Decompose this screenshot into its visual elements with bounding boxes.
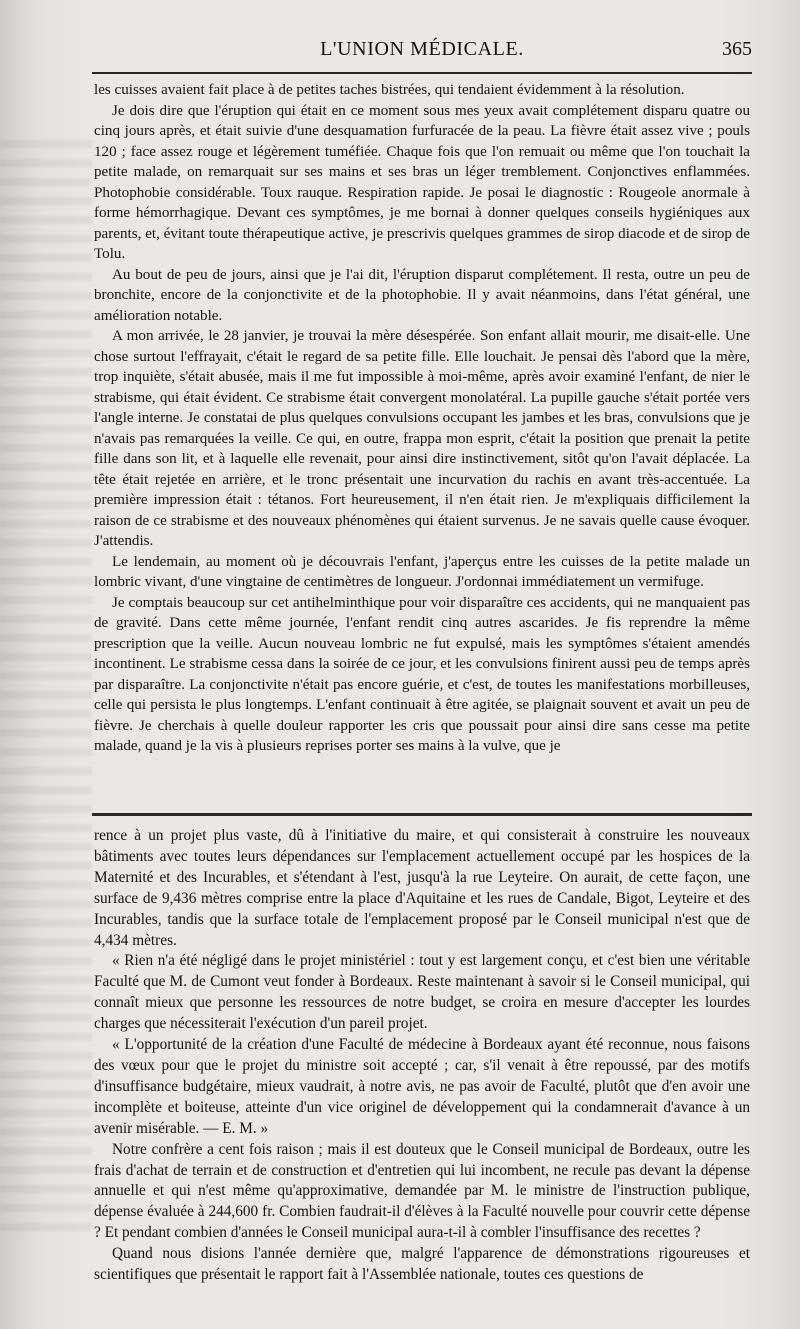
show-through-margin xyxy=(0,140,92,1240)
paragraph: Au bout de peu de jours, ainsi que je l'ai dit, l'éruption disparut complétement. Il resta, outre un peu de bronchite, encore de la conjonctivite et de la photophobie. Il y avait néanmoins, dans l'état général, une amélioration notable. xyxy=(94,266,750,324)
header-rule xyxy=(92,72,752,74)
paragraph: Je comptais beaucoup sur cet antihelminthique pour voir disparaître ces accidents, qui ne manquaient pas de gravité. Dans cette même journée, l'enfant rendit cinq autres ascarides. Je fis reprendre la même prescription que la veille. Aucun nouveau lombric ne fut expulsé, mais les symptômes s'étaient amendés incontinent. Le strabisme cessa dans la soirée de ce jour, et les convulsions finirent aussi peu de temps après par disparaître. La conjonctivite n'était pas encore guérie, et c'est, de toutes les manifestations morbilleuses, celle qui persista le plus longtemps. L'enfant continuait à être agitée, se plaignait souvent et avait un peu de fièvre. Je cherchais à quelle douleur rapporter les cris que poussait pour ainsi dire sans cesse ma petite malade, quand je la vis à plusieurs reprises porter ses mains à la vulve, que je xyxy=(94,594,750,754)
running-head xyxy=(92,38,752,68)
paragraph: Quand nous disions l'année dernière que, malgré l'apparence de démonstrations rigoureuses et scientifiques que présentait le rapport fait à l'Assemblée nationale, toutes ces questions de xyxy=(94,1245,750,1284)
page-number: 365 xyxy=(722,38,752,60)
paragraph: Notre confrère a cent fois raison ; mais il est douteux que le Conseil municipal de Bordeaux, outre les frais d'achat de terrain et de construction et d'entretien qui lui incombent, ne recule pas devant la dépense annuelle et qui n'est même qu'approximative, demandée par M. le ministre de l'instruction publique, dépense évaluée à 244,600 fr. Combien faudrait-il d'élèves à la Faculté nouvelle pour couvrir cette dépense ? Et pendant combien d'années le Conseil municipal aura-t-il à combler l'insuffisance des recettes ? xyxy=(94,1140,750,1242)
clinical-article xyxy=(94,80,750,757)
paragraph: « Rien n'a été négligé dans le projet ministériel : tout y est largement conçu, et c'est bien une véritable Faculté que M. de Cumont veut fonder à Bordeaux. Reste maintenant à savoir si le Conseil municipal, qui connaît mieux que personne les ressources de notre budget, se croira en mesure d'accepter les lourdes charges que nécessiterait l'exécution d'un pareil projet. xyxy=(94,952,750,1033)
paragraph: les cuisses avaient fait place à de petites taches bistrées, qui tendaient évidemment à la résolution. xyxy=(94,82,685,98)
paragraph: rence à un projet plus vaste, dû à l'initiative du maire, et qui consisterait à construire les nouveaux bâtiments avec toutes leurs dépendances sur l'emplacement actuellement occupé par les hospices de la Maternité et des Incurables, et s'étendant à l'est, jusqu'à la rue Leyteire. On aurait, de cette façon, une surface de 9,436 mètres comprise entre la place d'Aquitaine et les rues de Candale, Bigot, Leyteire et des Incurables, tandis que la surface totale de l'emplacement proposé par le Conseil municipal n'est que de 4,434 mètres. xyxy=(94,827,750,949)
feuilleton-divider xyxy=(92,813,752,816)
paragraph: « L'opportunité de la création d'une Faculté de médecine à Bordeaux ayant été reconnue, nous faisons des vœux pour que le projet du ministre soit accepté ; car, s'il venait à être repoussé, par des motifs d'insuffisance budgétaire, mieux vaudrait, à notre avis, ne pas avoir de Faculté, plutôt que d'en avoir une incomplète et boiteuse, atteinte d'un vice originel de développement qui la condamnerait d'avance à un avenir misérable. — E. M. » xyxy=(94,1036,750,1137)
feuilleton-section xyxy=(94,826,750,1286)
paragraph: Le lendemain, au moment où je découvrais l'enfant, j'aperçus entre les cuisses de la petite malade un lombric vivant, d'une vingtaine de centimètres de longueur. J'ordonnai immédiatement un vermifuge. xyxy=(94,553,750,590)
paragraph: A mon arrivée, le 28 janvier, je trouvai la mère désespérée. Son enfant allait mourir, me disait-elle. Une chose surtout l'effrayait, c'était le regard de sa petite fille. Elle louchait. Je pensai dès l'abord que la mère, trop inquiète, s'était abusée, mais il me fut impossible à moi-même, après avoir examiné l'enfant, de nier le strabisme, qui était évident. Ce strabisme était convergent monolatéral. La pupille gauche s'était portée vers l'angle interne. Je constatai de plus quelques convulsions occupant les jambes et les bras, convulsions que je n'avais pas remarquées la veille. Ce qui, en outre, frappa mon esprit, c'était la position que prenait la petite fille dans son lit, et à laquelle elle revenait, pour ainsi dire instinctivement, sitôt qu'on l'avait déplacée. La tête était rejetée en arrière, et le tronc présentait une incurvation du rachis en avant très-accentuée. La première impression était : tétanos. Fort heureusement, il n'en était rien. Je m'expliquais difficilement la raison de ce strabisme et des nouveaux phénomènes qui étaient survenus. Je ne savais quelle cause évoquer. J'attendis. xyxy=(94,328,750,549)
journal-title: L'UNION MÉDICALE. xyxy=(320,38,524,60)
paragraph: Je dois dire que l'éruption qui était en ce moment sous mes yeux avait complétement disparu quatre ou cinq jours après, et était suivie d'une desquamation furfuracée de la peau. La fièvre était assez vive ; pouls 120 ; face assez rouge et légèrement tuméfiée. Chaque fois que l'on remuait ou même que l'on touchait la petite malade, on remarquait sur ses mains et ses bras un léger tremblement. Conjonctives enflammées. Photophobie considérable. Toux rauque. Respiration rapide. Je posai le diagnostic : Rougeole anormale à forme hémorrhagique. Devant ces symptômes, je me bornai à donner quelques conseils hygiéniques aux parents, et, évitant toute thérapeutique active, je prescrivis quelques grammes de sirop diacode et de sirop de Tolu. xyxy=(94,102,750,262)
